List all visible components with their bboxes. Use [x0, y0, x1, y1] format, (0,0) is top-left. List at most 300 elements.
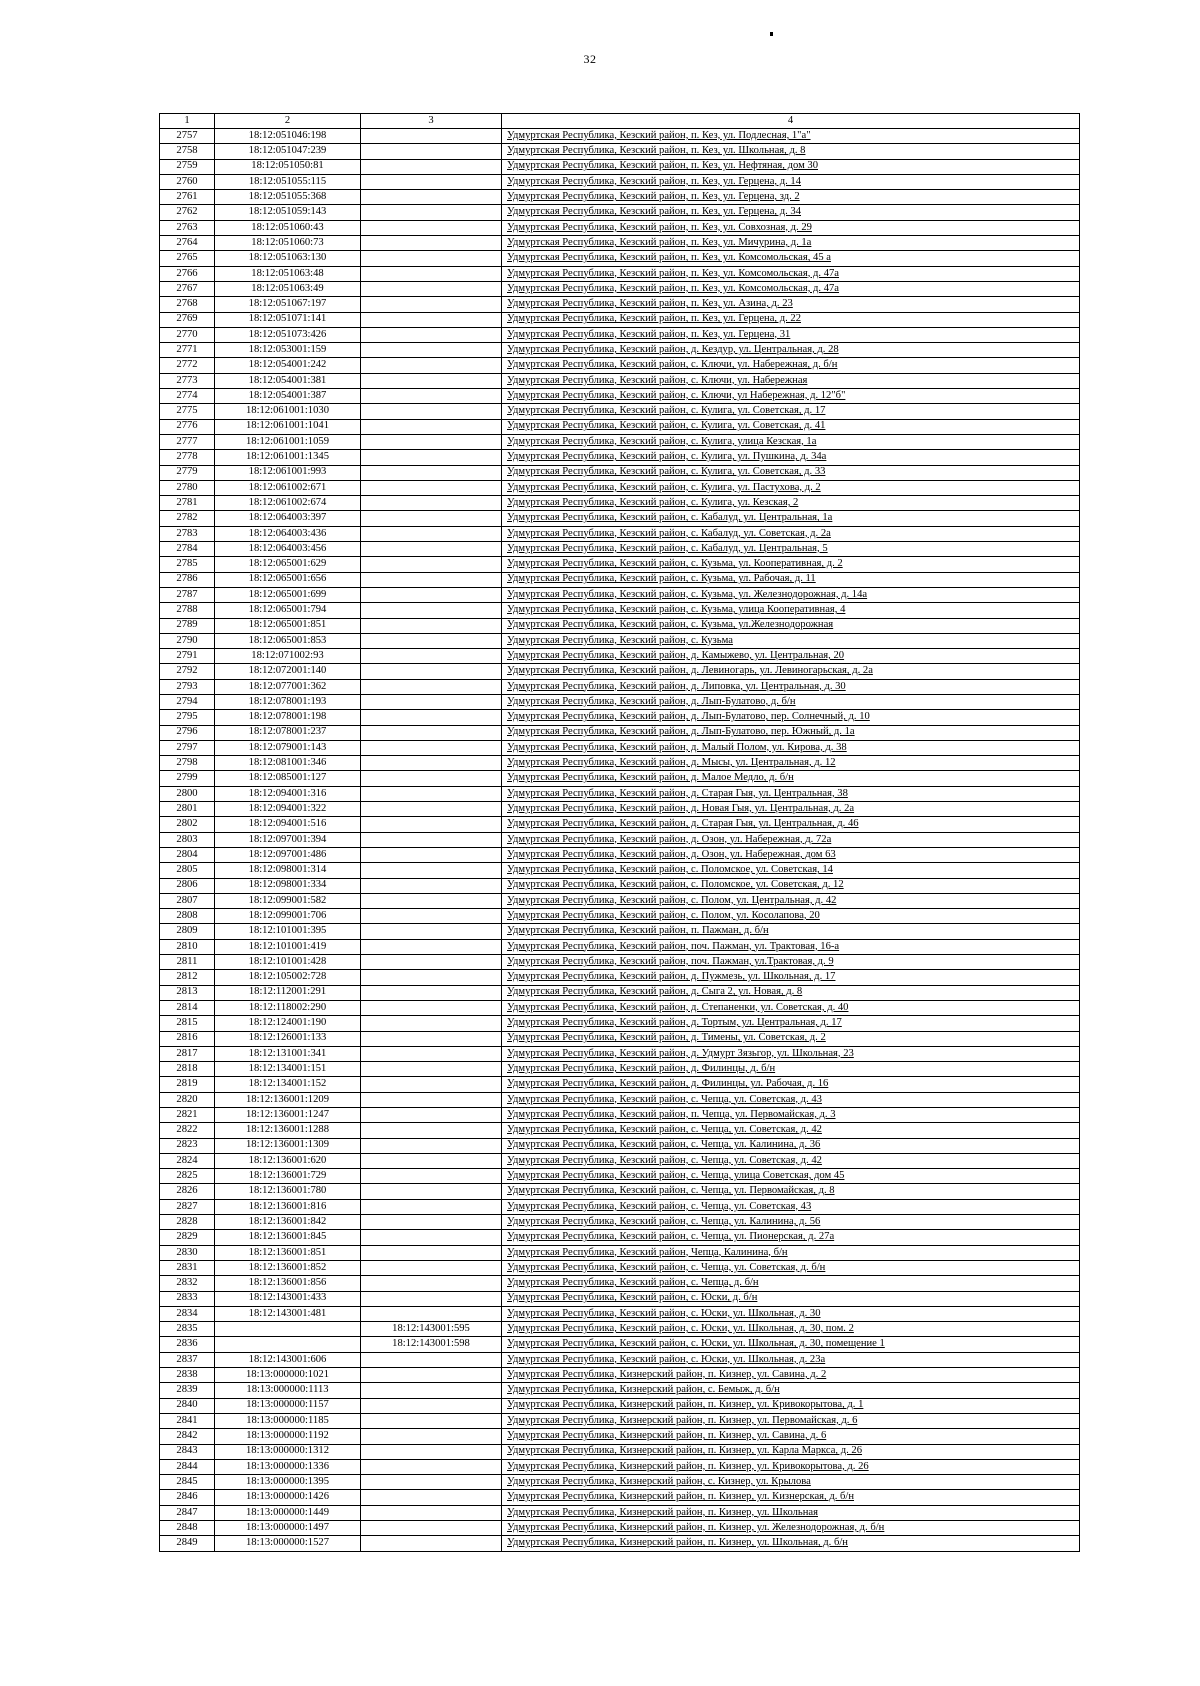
cadastral-number-cell: 18:12:136001:1288: [215, 1123, 361, 1138]
cadastral-number-cell: 18:12:061001:993: [215, 465, 361, 480]
table-row: [160, 1046, 1080, 1061]
cadastral-number-cell: 18:13:000000:1192: [215, 1429, 361, 1444]
cadastral-number-cell: 18:12:078001:198: [215, 710, 361, 725]
row-number-cell: 2796: [160, 725, 215, 740]
cadastral-number-alt-cell: [361, 740, 502, 755]
address-cell: Удмуртская Республика, Кезский район, п. Кез, ул. Мичурина, д. 1а: [502, 236, 1080, 251]
header-cell: 2: [215, 114, 361, 129]
cadastral-number-alt-cell: [361, 1306, 502, 1321]
cadastral-number-alt-cell: [361, 893, 502, 908]
table-row: [160, 1062, 1080, 1077]
table-row: [160, 1092, 1080, 1107]
cadastral-number-alt-cell: [361, 786, 502, 801]
row-number-cell: 2795: [160, 710, 215, 725]
table-row: [160, 649, 1080, 664]
table-row: [160, 1398, 1080, 1413]
cadastral-number-cell: 18:12:136001:729: [215, 1169, 361, 1184]
cadastral-number-cell: 18:12:079001:143: [215, 740, 361, 755]
cadastral-number-cell: 18:12:051047:239: [215, 144, 361, 159]
cadastral-number-alt-cell: [361, 511, 502, 526]
table-row: [160, 1505, 1080, 1520]
row-number-cell: 2775: [160, 404, 215, 419]
table-row: [160, 694, 1080, 709]
cadastral-number-alt-cell: [361, 649, 502, 664]
address-cell: Удмуртская Республика, Кезский район, д. Новая Гыя, ул. Центральная, д. 2а: [502, 802, 1080, 817]
row-number-cell: 2792: [160, 664, 215, 679]
cadastral-number-alt-cell: [361, 618, 502, 633]
cadastral-number-alt-cell: [361, 817, 502, 832]
cadastral-number-alt-cell: [361, 526, 502, 541]
cadastral-number-cell: 18:12:051055:368: [215, 190, 361, 205]
row-number-cell: 2773: [160, 373, 215, 388]
table-row: [160, 236, 1080, 251]
address-cell: Удмуртская Республика, Кезский район, с. Чепца, ул. Советская, д. 42: [502, 1123, 1080, 1138]
cadastral-number-alt-cell: [361, 465, 502, 480]
cadastral-number-cell: 18:12:094001:516: [215, 817, 361, 832]
address-cell: Удмуртская Республика, Кезский район, п. Кез, ул. Школьная, д. 8: [502, 144, 1080, 159]
table-row: [160, 1429, 1080, 1444]
cadastral-number-alt-cell: [361, 664, 502, 679]
cadastral-number-cell: 18:12:051063:130: [215, 251, 361, 266]
page-number: 32: [583, 52, 597, 66]
cadastral-number-alt-cell: [361, 1413, 502, 1428]
table-row: [160, 526, 1080, 541]
cadastral-number-alt-cell: [361, 939, 502, 954]
cadastral-number-cell: 18:12:126001:133: [215, 1031, 361, 1046]
cadastral-number-cell: [215, 1337, 361, 1352]
table-row: [160, 1459, 1080, 1474]
address-cell: Удмуртская Республика, Кезский район, с. Юски, ул. Школьная, д. 30: [502, 1306, 1080, 1321]
cadastral-number-alt-cell: [361, 281, 502, 296]
cadastral-number-alt-cell: [361, 924, 502, 939]
row-number-cell: 2760: [160, 174, 215, 189]
table-row: [160, 343, 1080, 358]
row-number-cell: 2762: [160, 205, 215, 220]
address-cell: Удмуртская Республика, Кезский район, с. Кузьма, улица Кооперативная, 4: [502, 603, 1080, 618]
row-number-cell: 2819: [160, 1077, 215, 1092]
table-row: [160, 297, 1080, 312]
address-cell: Удмуртская Республика, Кезский район, с. Чепца, ул. Советская, 43: [502, 1199, 1080, 1214]
address-cell: Удмуртская Республика, Кезский район, с. Кузьма, ул.Железнодорожная: [502, 618, 1080, 633]
address-cell: Удмуртская Республика, Кезский район, с. Чепца, ул. Советская, д. 43: [502, 1092, 1080, 1107]
cadastral-number-alt-cell: [361, 1505, 502, 1520]
row-number-cell: 2771: [160, 343, 215, 358]
table-row: [160, 174, 1080, 189]
cadastral-number-alt-cell: [361, 1123, 502, 1138]
cadastral-number-cell: 18:12:134001:152: [215, 1077, 361, 1092]
row-number-cell: 2827: [160, 1199, 215, 1214]
address-cell: Удмуртская Республика, Кезский район, д. Малое Медло, д. б/н: [502, 771, 1080, 786]
table-row: [160, 129, 1080, 144]
row-number-cell: 2780: [160, 480, 215, 495]
cadastral-number-cell: 18:12:094001:322: [215, 802, 361, 817]
table-row: [160, 740, 1080, 755]
row-number-cell: 2823: [160, 1138, 215, 1153]
address-cell: Удмуртская Республика, Кизнерский район, с. Кизнер, ул. Крылова: [502, 1475, 1080, 1490]
cadastral-number-alt-cell: [361, 1215, 502, 1230]
cadastral-number-cell: 18:13:000000:1157: [215, 1398, 361, 1413]
table-row: [160, 251, 1080, 266]
address-cell: Удмуртская Республика, Кезский район, с. Кабалуд, ул. Центральная, 5: [502, 542, 1080, 557]
address-cell: Удмуртская Республика, Кизнерский район, п. Кизнер, ул. Школьная, д. б/н: [502, 1536, 1080, 1551]
address-cell: Удмуртская Республика, Кезский район, поч. Пажман, ул. Трактовая, 16-а: [502, 939, 1080, 954]
row-number-cell: 2788: [160, 603, 215, 618]
row-number-cell: 2806: [160, 878, 215, 893]
row-number-cell: 2811: [160, 955, 215, 970]
table-row: [160, 1337, 1080, 1352]
cadastral-number-alt-cell: [361, 1291, 502, 1306]
cadastral-number-alt-cell: [361, 343, 502, 358]
table-row: [160, 679, 1080, 694]
cadastral-number-cell: 18:12:064003:456: [215, 542, 361, 557]
cadastral-number-cell: 18:12:097001:394: [215, 832, 361, 847]
address-cell: Удмуртская Республика, Кизнерский район, п. Кизнер, ул. Железнодорожная, д. б/н: [502, 1521, 1080, 1536]
cadastral-number-cell: 18:12:061002:674: [215, 496, 361, 511]
table-row: [160, 1230, 1080, 1245]
cadastral-number-cell: 18:12:064003:397: [215, 511, 361, 526]
address-cell: Удмуртская Республика, Кезский район, д. Старая Гыя, ул. Центральная, д. 46: [502, 817, 1080, 832]
row-number-cell: 2802: [160, 817, 215, 832]
cadastral-number-alt-cell: [361, 1000, 502, 1015]
cadastral-number-cell: 18:12:051063:49: [215, 281, 361, 296]
address-cell: Удмуртская Республика, Кезский район, д. Левиногарь, ул. Левиногарьская, д. 2а: [502, 664, 1080, 679]
cadastral-number-cell: 18:12:098001:334: [215, 878, 361, 893]
table-row: [160, 924, 1080, 939]
address-cell: Удмуртская Республика, Кезский район, с. Чепца, д. б/н: [502, 1276, 1080, 1291]
cadastral-number-cell: 18:12:054001:381: [215, 373, 361, 388]
table-row: [160, 220, 1080, 235]
cadastral-number-cell: 18:12:078001:237: [215, 725, 361, 740]
table-row: [160, 955, 1080, 970]
cadastral-number-alt-cell: [361, 327, 502, 342]
cadastral-number-cell: 18:12:081001:346: [215, 756, 361, 771]
cadastral-number-alt-cell: [361, 1199, 502, 1214]
table-row: [160, 756, 1080, 771]
row-number-cell: 2800: [160, 786, 215, 801]
address-cell: Удмуртская Республика, Кезский район, с. Кулига, ул. Кезская, 2: [502, 496, 1080, 511]
cadastral-number-cell: 18:13:000000:1312: [215, 1444, 361, 1459]
cadastral-number-cell: 18:13:000000:1527: [215, 1536, 361, 1551]
cadastral-number-alt-cell: [361, 480, 502, 495]
address-cell: Удмуртская Республика, Кезский район, с. Чепца, улица Советская, дом 45: [502, 1169, 1080, 1184]
cadastral-number-cell: 18:13:000000:1449: [215, 1505, 361, 1520]
table-row: [160, 434, 1080, 449]
table-row: [160, 1444, 1080, 1459]
address-cell: Удмуртская Республика, Кезский район, с. Кузьма: [502, 633, 1080, 648]
header-cell: 1: [160, 114, 215, 129]
cadastral-number-alt-cell: [361, 863, 502, 878]
row-number-cell: 2794: [160, 694, 215, 709]
table-row: [160, 725, 1080, 740]
cadastral-number-cell: 18:12:051055:115: [215, 174, 361, 189]
address-cell: Удмуртская Республика, Кезский район, с. Полом, ул. Центральная, д. 42: [502, 893, 1080, 908]
cadastral-number-cell: 18:12:131001:341: [215, 1046, 361, 1061]
row-number-cell: 2839: [160, 1383, 215, 1398]
cadastral-number-alt-cell: [361, 496, 502, 511]
cadastral-number-cell: 18:12:136001:1309: [215, 1138, 361, 1153]
cadastral-number-alt-cell: [361, 159, 502, 174]
table-row: [160, 281, 1080, 296]
cadastral-number-alt-cell: [361, 434, 502, 449]
row-number-cell: 2779: [160, 465, 215, 480]
cadastral-number-cell: 18:12:101001:419: [215, 939, 361, 954]
cadastral-number-alt-cell: [361, 129, 502, 144]
cadastral-number-alt-cell: [361, 1184, 502, 1199]
cadastral-number-cell: 18:12:064003:436: [215, 526, 361, 541]
cadastral-number-alt-cell: [361, 557, 502, 572]
table-row: [160, 1475, 1080, 1490]
row-number-cell: 2789: [160, 618, 215, 633]
row-number-cell: 2848: [160, 1521, 215, 1536]
row-number-cell: 2805: [160, 863, 215, 878]
table-row: [160, 664, 1080, 679]
registry-table: [159, 113, 1080, 1552]
row-number-cell: 2790: [160, 633, 215, 648]
table-row: [160, 511, 1080, 526]
cadastral-number-cell: 18:12:051063:48: [215, 266, 361, 281]
table-row: [160, 1153, 1080, 1168]
table-row: [160, 587, 1080, 602]
address-cell: Удмуртская Республика, Кизнерский район, п. Кизнер, ул. Кривокорытова, д. 1: [502, 1398, 1080, 1413]
cadastral-number-cell: 18:12:065001:699: [215, 587, 361, 602]
row-number-cell: 2822: [160, 1123, 215, 1138]
cadastral-number-alt-cell: [361, 1352, 502, 1367]
cadastral-number-cell: 18:12:136001:780: [215, 1184, 361, 1199]
table-row: [160, 327, 1080, 342]
table-row: [160, 1077, 1080, 1092]
cadastral-number-cell: 18:12:054001:242: [215, 358, 361, 373]
address-cell: Удмуртская Республика, Кезский район, п. Кез, ул. Герцена, 31: [502, 327, 1080, 342]
cadastral-number-cell: 18:13:000000:1336: [215, 1459, 361, 1474]
cadastral-number-cell: 18:12:094001:316: [215, 786, 361, 801]
cadastral-number-alt-cell: [361, 1521, 502, 1536]
cadastral-number-alt-cell: [361, 1398, 502, 1413]
cadastral-number-cell: 18:12:051060:43: [215, 220, 361, 235]
address-cell: Удмуртская Республика, Кезский район, д. Лып-Булатово, пер. Южный, д. 1а: [502, 725, 1080, 740]
cadastral-number-cell: 18:12:065001:656: [215, 572, 361, 587]
row-number-cell: 2808: [160, 909, 215, 924]
cadastral-number-alt-cell: [361, 389, 502, 404]
row-number-cell: 2844: [160, 1459, 215, 1474]
row-number-cell: 2821: [160, 1108, 215, 1123]
cadastral-number-cell: 18:12:051050:81: [215, 159, 361, 174]
row-number-cell: 2778: [160, 450, 215, 465]
cadastral-number-alt-cell: 18:12:143001:595: [361, 1322, 502, 1337]
cadastral-number-alt-cell: [361, 404, 502, 419]
row-number-cell: 2820: [160, 1092, 215, 1107]
row-number-cell: 2786: [160, 572, 215, 587]
table-header: [160, 114, 1080, 129]
cadastral-number-alt-cell: [361, 1108, 502, 1123]
address-cell: Удмуртская Республика, Кезский район, с. Кулига, ул. Советская, д. 33: [502, 465, 1080, 480]
address-cell: Удмуртская Республика, Кезский район, д. Степаненки, ул. Советская, д. 40: [502, 1000, 1080, 1015]
cadastral-number-alt-cell: [361, 251, 502, 266]
table-row: [160, 1245, 1080, 1260]
cadastral-number-cell: 18:12:061001:1041: [215, 419, 361, 434]
address-cell: Удмуртская Республика, Кезский район, с. Чепца, ул. Калинина, д. 56: [502, 1215, 1080, 1230]
address-cell: Удмуртская Республика, Кезский район, с. Кулига, ул. Советская, д. 17: [502, 404, 1080, 419]
cadastral-number-alt-cell: [361, 878, 502, 893]
table-row: [160, 817, 1080, 832]
row-number-cell: 2843: [160, 1444, 215, 1459]
table-row: [160, 1016, 1080, 1031]
cadastral-number-cell: 18:12:101001:395: [215, 924, 361, 939]
table-row: [160, 159, 1080, 174]
row-number-cell: 2784: [160, 542, 215, 557]
cadastral-number-cell: 18:12:136001:1209: [215, 1092, 361, 1107]
row-number-cell: 2757: [160, 129, 215, 144]
row-number-cell: 2774: [160, 389, 215, 404]
table-row: [160, 1123, 1080, 1138]
cadastral-number-cell: 18:12:051067:197: [215, 297, 361, 312]
address-cell: Удмуртская Республика, Кезский район, с. Юски, ул. Школьная, д. 30, пом. 2: [502, 1322, 1080, 1337]
address-cell: Удмуртская Республика, Кезский район, с. Чепца, ул. Пионерская, д. 27а: [502, 1230, 1080, 1245]
row-number-cell: 2776: [160, 419, 215, 434]
row-number-cell: 2824: [160, 1153, 215, 1168]
cadastral-number-alt-cell: [361, 312, 502, 327]
address-cell: Удмуртская Республика, Кезский район, с. Чепца, ул. Первомайская, д. 8: [502, 1184, 1080, 1199]
row-number-cell: 2826: [160, 1184, 215, 1199]
table-row: [160, 465, 1080, 480]
cadastral-number-cell: 18:12:143001:481: [215, 1306, 361, 1321]
address-cell: Удмуртская Республика, Кезский район, п. Кез, ул. Совхозная, д. 29: [502, 220, 1080, 235]
address-cell: Удмуртская Республика, Кезский район, д. Озон, ул. Набережная, дом 63: [502, 847, 1080, 862]
row-number-cell: 2812: [160, 970, 215, 985]
address-cell: Удмуртская Республика, Кезский район, с. Кабалуд, ул. Советская, д. 2а: [502, 526, 1080, 541]
row-number-cell: 2834: [160, 1306, 215, 1321]
row-number-cell: 2833: [160, 1291, 215, 1306]
row-number-cell: 2831: [160, 1260, 215, 1275]
cadastral-number-alt-cell: [361, 1169, 502, 1184]
cadastral-number-cell: 18:12:051073:426: [215, 327, 361, 342]
address-cell: Удмуртская Республика, Кизнерский район, п. Кизнер, ул. Кизнерская, д. б/н: [502, 1490, 1080, 1505]
table-row: [160, 266, 1080, 281]
cadastral-number-alt-cell: [361, 190, 502, 205]
row-number-cell: 2847: [160, 1505, 215, 1520]
cadastral-number-alt-cell: [361, 542, 502, 557]
address-cell: Удмуртская Республика, Кезский район, поч. Пажман, ул.Трактовая, д. 9: [502, 955, 1080, 970]
address-cell: Удмуртская Республика, Кезский район, с. Поломское, ул. Советская, 14: [502, 863, 1080, 878]
cadastral-number-alt-cell: [361, 985, 502, 1000]
cadastral-number-alt-cell: [361, 679, 502, 694]
cadastral-number-alt-cell: [361, 955, 502, 970]
table-row: [160, 802, 1080, 817]
cadastral-number-alt-cell: [361, 1153, 502, 1168]
cadastral-number-alt-cell: [361, 1475, 502, 1490]
cadastral-number-cell: 18:12:136001:1247: [215, 1108, 361, 1123]
address-cell: Удмуртская Республика, Кезский район, д. Старая Гыя, ул. Центральная, 38: [502, 786, 1080, 801]
cadastral-number-cell: 18:12:072001:140: [215, 664, 361, 679]
table-row: [160, 1383, 1080, 1398]
row-number-cell: 2764: [160, 236, 215, 251]
cadastral-number-cell: 18:12:101001:428: [215, 955, 361, 970]
cadastral-number-alt-cell: [361, 1092, 502, 1107]
cadastral-number-cell: 18:12:124001:190: [215, 1016, 361, 1031]
row-number-cell: 2793: [160, 679, 215, 694]
address-cell: Удмуртская Республика, Кезский район, п. Кез, ул. Герцена, д. 14: [502, 174, 1080, 189]
cadastral-number-alt-cell: [361, 373, 502, 388]
cadastral-number-cell: 18:12:065001:629: [215, 557, 361, 572]
cadastral-number-alt-cell: [361, 144, 502, 159]
address-cell: Удмуртская Республика, Кезский район, п. Чепца, ул. Первомайская, д. 3: [502, 1108, 1080, 1123]
table-row: [160, 603, 1080, 618]
table-row: [160, 970, 1080, 985]
address-cell: Удмуртская Республика, Кезский район, д. Мысы, ул. Центральная, д. 12: [502, 756, 1080, 771]
address-cell: Удмуртская Республика, Кезский район, с. Юски, ул. Школьная, д. 30, помещение 1: [502, 1337, 1080, 1352]
table-row: [160, 358, 1080, 373]
row-number-cell: 2828: [160, 1215, 215, 1230]
cadastral-number-alt-cell: [361, 725, 502, 740]
row-number-cell: 2842: [160, 1429, 215, 1444]
table-row: [160, 1215, 1080, 1230]
address-cell: Удмуртская Республика, Кезский район, с. Чепца, ул. Советская, д. б/н: [502, 1260, 1080, 1275]
cadastral-number-cell: 18:12:099001:582: [215, 893, 361, 908]
table-row: [160, 985, 1080, 1000]
cadastral-number-alt-cell: [361, 236, 502, 251]
address-cell: Удмуртская Республика, Кезский район, п. Кез, ул. Азина, д. 23: [502, 297, 1080, 312]
table-row: [160, 1000, 1080, 1015]
address-cell: Удмуртская Республика, Кезский район, с. Ключи, ул. Набережная, д. б/н: [502, 358, 1080, 373]
table-row: [160, 1031, 1080, 1046]
address-cell: Удмуртская Республика, Кезский район, с. Кулига, ул. Советская, д. 41: [502, 419, 1080, 434]
cadastral-number-alt-cell: [361, 1536, 502, 1551]
address-cell: Удмуртская Республика, Кезский район, с. Кузьма, ул. Железнодорожная, д. 14а: [502, 587, 1080, 602]
cadastral-number-cell: 18:12:051059:143: [215, 205, 361, 220]
row-number-cell: 2815: [160, 1016, 215, 1031]
row-number-cell: 2810: [160, 939, 215, 954]
table-row: [160, 909, 1080, 924]
cadastral-number-cell: 18:12:077001:362: [215, 679, 361, 694]
table-row: [160, 542, 1080, 557]
address-cell: Удмуртская Республика, Кезский район, с. Поломское, ул. Советская, д. 12: [502, 878, 1080, 893]
address-cell: Удмуртская Республика, Кезский район, с. Кулига, ул. Пушкина, д. 34а: [502, 450, 1080, 465]
address-cell: Удмуртская Республика, Кезский район, п. Кез, ул. Герцена, д. 22: [502, 312, 1080, 327]
row-number-cell: 2797: [160, 740, 215, 755]
cadastral-number-alt-cell: [361, 832, 502, 847]
table-row: [160, 557, 1080, 572]
row-number-cell: 2841: [160, 1413, 215, 1428]
table-row: [160, 832, 1080, 847]
address-cell: Удмуртская Республика, Кезский район, д. Филинцы, д. б/н: [502, 1062, 1080, 1077]
row-number-cell: 2759: [160, 159, 215, 174]
address-cell: Удмуртская Республика, Кезский район, д. Лып-Булатово, д. б/н: [502, 694, 1080, 709]
table-row: [160, 1199, 1080, 1214]
cadastral-number-cell: 18:12:051071:141: [215, 312, 361, 327]
cadastral-number-cell: 18:12:136001:842: [215, 1215, 361, 1230]
cadastral-number-cell: 18:12:061001:1345: [215, 450, 361, 465]
row-number-cell: 2781: [160, 496, 215, 511]
row-number-cell: 2772: [160, 358, 215, 373]
cadastral-number-cell: 18:12:097001:486: [215, 847, 361, 862]
cadastral-number-alt-cell: [361, 266, 502, 281]
row-number-cell: 2838: [160, 1368, 215, 1383]
table-body: [160, 129, 1080, 1552]
cadastral-number-alt-cell: [361, 802, 502, 817]
row-number-cell: 2813: [160, 985, 215, 1000]
row-number-cell: 2804: [160, 847, 215, 862]
row-number-cell: 2818: [160, 1062, 215, 1077]
cadastral-number-cell: 18:12:061001:1059: [215, 434, 361, 449]
row-number-cell: 2830: [160, 1245, 215, 1260]
address-cell: Удмуртская Республика, Кезский район, с. Ключи, ул. Набережная: [502, 373, 1080, 388]
table-row: [160, 572, 1080, 587]
cadastral-number-cell: 18:13:000000:1021: [215, 1368, 361, 1383]
cadastral-number-alt-cell: [361, 756, 502, 771]
cadastral-number-alt-cell: [361, 847, 502, 862]
cadastral-number-cell: 18:13:000000:1185: [215, 1413, 361, 1428]
table-row: [160, 633, 1080, 648]
table-row: [160, 496, 1080, 511]
